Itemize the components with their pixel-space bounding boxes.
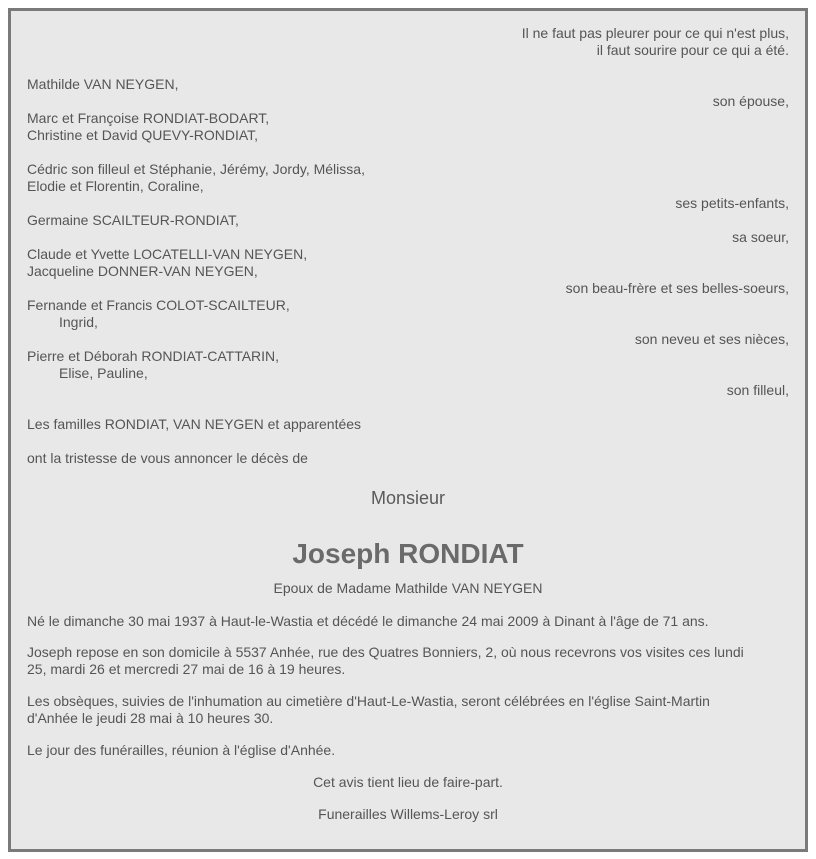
quote-line-1: Il ne faut pas pleurer pour ce qui n'est plus,	[521, 25, 789, 41]
inlaw-2: Jacqueline DONNER-VAN NEYGEN,	[27, 263, 258, 279]
deceased-name: Joseph RONDIAT	[292, 538, 524, 569]
visit-line-2: 25, mardi 26 et mercredi 27 mai de 16 à 19 heures.	[27, 661, 346, 677]
sister-name: Germaine SCAILTEUR-RONDIAT,	[27, 212, 239, 228]
funeral-line-2: d'Anhée le jeudi 28 mai à 10 heures 30.	[27, 710, 274, 726]
announcement-line: ont la tristesse de vous annoncer le décès de	[27, 450, 308, 466]
nephews-child: Ingrid,	[59, 314, 98, 330]
godchild-role: son filleul,	[726, 382, 789, 398]
nephews-role: son neveu et ses nièces,	[634, 331, 789, 347]
godchild-parents: Pierre et Déborah RONDIAT-CATTARIN,	[27, 348, 280, 364]
grandchildren-1: Cédric son filleul et Stéphanie, Jérémy, Jordy, Mélissa,	[27, 161, 365, 177]
nephews-parents: Fernande et Francis COLOT-SCAILTEUR,	[27, 297, 290, 313]
undertaker-line: Funerailles Willems-Leroy srl	[318, 806, 498, 822]
funeral-line-1: Les obsèques, suivies de l'inhumation au cimetière d'Haut-Le-Wastia, seront célébrées en l'église Saint-Martin	[27, 693, 710, 709]
spouse-line: Epoux de Madame Mathilde VAN NEYGEN	[273, 580, 543, 596]
sister-role: sa soeur,	[732, 229, 789, 245]
grandchildren-role: ses petits-enfants,	[675, 195, 789, 211]
quote-line-2: il faut sourire pour ce qui a été.	[596, 42, 789, 58]
child-1: Marc et Françoise RONDIAT-BODART,	[27, 110, 270, 126]
inlaw-1: Claude et Yvette LOCATELLI-VAN NEYGEN,	[27, 246, 308, 262]
obituary-frame	[8, 8, 808, 852]
grandchildren-2: Elodie et Florentin, Coraline,	[27, 178, 204, 194]
families-line: Les familles RONDIAT, VAN NEYGEN et apparentées	[27, 416, 362, 432]
inlaws-role: son beau-frère et ses belles-soeurs,	[565, 280, 789, 296]
godchild-children: Elise, Pauline,	[59, 365, 148, 381]
visit-line-1: Joseph repose en son domicile à 5537 Anhée, rue des Quatres Bonniers, 2, où nous recevrons vos visites ces lundi	[27, 644, 744, 660]
spouse-name: Mathilde VAN NEYGEN,	[27, 76, 179, 92]
reunion-line: Le jour des funérailles, réunion à l'église d'Anhée.	[27, 742, 336, 758]
birth-death-line: Né le dimanche 30 mai 1937 à Haut-le-Wastia et décédé le dimanche 24 mai 2009 à Dinant à l'âge de 71 ans.	[27, 613, 709, 629]
honorific-title: Monsieur	[370, 488, 446, 508]
notice-line: Cet avis tient lieu de faire-part.	[313, 774, 503, 790]
obituary-document	[27, 25, 789, 823]
child-2: Christine et David QUEVY-RONDIAT,	[27, 127, 259, 143]
spouse-role: son épouse,	[712, 93, 789, 109]
